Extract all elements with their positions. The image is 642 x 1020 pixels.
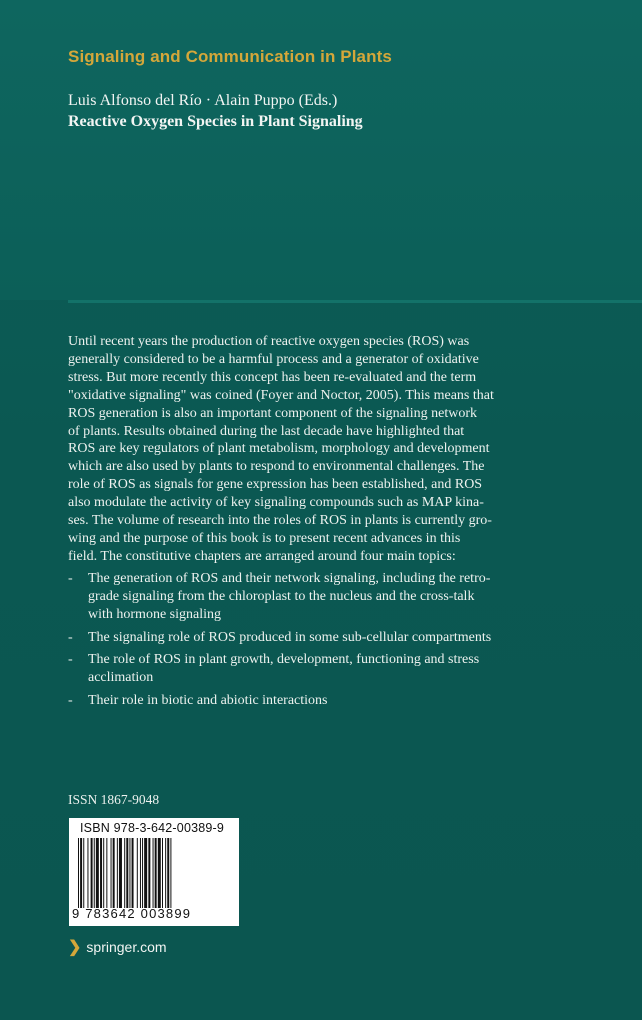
description-line: wing and the purpose of this book is to present recent advances in this xyxy=(68,530,461,546)
topic-line: Their role in biotic and abiotic interactions xyxy=(88,693,328,709)
topic-line: The role of ROS in plant growth, development, functioning and stress xyxy=(88,652,480,668)
description-line: ROS are key regulators of plant metabolism, morphology and development xyxy=(68,441,490,457)
bullet-dash: - xyxy=(68,652,73,668)
topic-item xyxy=(68,692,532,710)
topic-list xyxy=(68,570,532,710)
description-line: also modulate the activity of key signaling compounds such as MAP kina- xyxy=(68,495,484,511)
chevron-right-icon: ❯ xyxy=(68,939,82,956)
issn: ISSN 1867-9048 xyxy=(68,792,160,807)
barcode xyxy=(69,818,239,926)
description-line: Until recent years the production of reactive oxygen species (ROS) was xyxy=(68,334,470,349)
topic-item xyxy=(68,651,532,687)
isbn-label: ISBN 978-3-642-00389-9 xyxy=(80,821,225,835)
description-line: generally considered to be a harmful process and a generator of oxidative xyxy=(68,351,479,367)
description-line: stress. But more recently this concept has been re-evaluated and the term xyxy=(68,369,477,385)
publisher-link[interactable] xyxy=(68,937,167,957)
description-line: field. The constitutive chapters are arranged around four main topics: xyxy=(68,548,456,564)
topic-item xyxy=(68,629,532,647)
description xyxy=(68,333,532,715)
topic-line: The signaling role of ROS produced in some sub-cellular compartments xyxy=(88,629,492,645)
description-line: ROS generation is also an important component of the signaling network xyxy=(68,405,478,421)
description-line: "oxidative signaling" was coined (Foyer and Noctor, 2005). This means that xyxy=(68,387,494,403)
book-authors: Luis Alfonso del Río · Alain Puppo (Eds.) xyxy=(68,92,338,109)
book-title: Reactive Oxygen Species in Plant Signaling xyxy=(68,113,363,130)
topic-line: The generation of ROS and their network signaling, including the retro- xyxy=(88,570,491,586)
description-line: role of ROS as signals for gene expression has been established, and ROS xyxy=(68,477,483,493)
description-paragraph xyxy=(68,333,532,566)
bullet-dash: - xyxy=(68,629,73,645)
barcode-digits: 9 783642 003899 xyxy=(72,906,192,921)
publisher-link-text[interactable]: springer.com xyxy=(86,939,167,955)
topic-line: acclimation xyxy=(88,670,154,686)
topic-item xyxy=(68,570,532,624)
bullet-dash: - xyxy=(68,570,73,586)
divider xyxy=(68,300,642,303)
topic-line: with hormone signaling xyxy=(88,606,221,622)
barcode-bars xyxy=(78,838,230,908)
description-line: which are also used by plants to respond to environmental challenges. The xyxy=(68,459,485,475)
bullet-dash: - xyxy=(68,693,73,709)
description-line: ses. The volume of research into the roles of ROS in plants is currently gro- xyxy=(68,513,492,529)
top-band xyxy=(0,0,642,300)
topic-line: grade signaling from the chloroplast to the nucleus and the cross-talk xyxy=(88,588,475,604)
description-line: of plants. Results obtained during the last decade have highlighted that xyxy=(68,423,465,439)
series-title: Signaling and Communication in Plants xyxy=(68,47,392,66)
